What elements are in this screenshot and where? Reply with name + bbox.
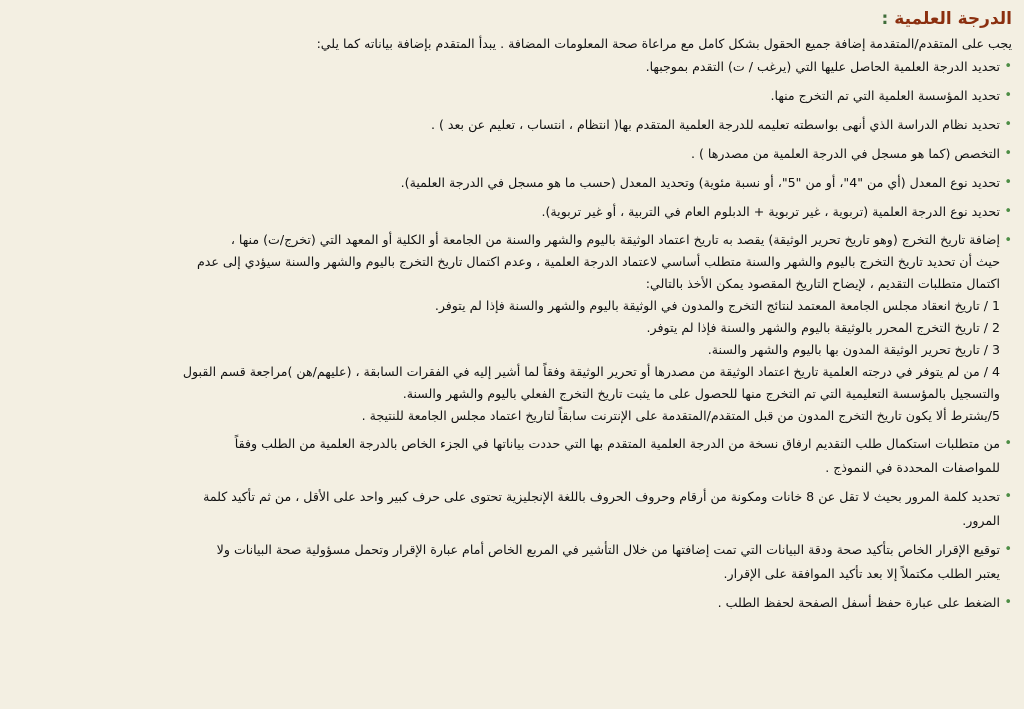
list-item — [12, 485, 1012, 533]
list-item — [12, 538, 1012, 586]
bullet-icon: • — [1004, 175, 1012, 190]
title-row — [12, 8, 1012, 30]
item-text: التخصص (كما هو مسجل في الدرجة العلمية من مصدرها ) . — [690, 146, 1000, 161]
date-option-1: 1 / تاريخ انعقاد مجلس الجامعة المعتمد لنتائج التخرج والمدون في الوثيقة باليوم والشهر والسنة فإذا لم يتوفر. — [434, 298, 1000, 313]
item-text: تحديد نوع المعدل (أي من "4"، أو من "5"، أو نسبة مئوية) وتحديد المعدل (حسب ما هو مسجل في الدرجة العلمية). — [400, 175, 1000, 190]
instructions-list — [12, 55, 1012, 615]
item-text: تحديد الدرجة العلمية الحاصل عليها التي (يرغب / ت) التقدم بموجبها. — [645, 59, 1000, 74]
bullet-icon: • — [1004, 146, 1012, 161]
date-option-4-continuation: والتسجيل بالمؤسسة التعليمية التي تم التخرج منها للحصول على ما يثبت تاريخ التخرج الفعلي باليوم والشهر والسنة. — [402, 386, 1000, 401]
bullet-icon: • — [1004, 59, 1012, 74]
bullet-icon: • — [1004, 595, 1012, 610]
page-title: الدرجة العلمية — [894, 9, 1012, 29]
item-text-continuation: يعتبر الطلب مكتملاً إلا بعد تأكيد الموافقة على الإقرار. — [723, 566, 1000, 581]
date-option-4: 4 / من لم يتوفر في درجته العلمية تاريخ اعتماد الوثيقة من مصدرها أو تحرير الوثيقة وفقاً لما أشير إليه في الفقرات السابقة ، (عليهم/هن )مراجعة قسم القبول — [182, 364, 1000, 379]
item-text-continuation: للمواصفات المحددة في النموذج . — [825, 460, 1000, 475]
list-item — [12, 113, 1012, 137]
intro-text: يجب على المتقدم/المتقدمة إضافة جميع الحقول بشكل كامل مع مراعاة صحة المعلومات المضافة . يبدأ المتقدم بإضافة بياناته كما يلي: — [316, 36, 1012, 51]
list-item — [12, 591, 1012, 615]
item-text-continuation: حيث أن تحديد تاريخ التخرج باليوم والشهر والسنة متطلب أساسي لاعتماد الدرجة العلمية ، وعدم اكتمال تاريخ التخرج باليوم والشهر والسنة سيؤدي إلى عدم — [197, 254, 1000, 269]
bullet-icon: • — [1004, 489, 1012, 504]
item-text: من متطلبات استكمال طلب التقديم ارفاق نسخة من الدرجة العلمية المتقدم بها التي حددت بياناتها في الجزء الخاص بالدرجة العلمية من الطلب وفقاً — [234, 436, 1000, 451]
item-text: تحديد المؤسسة العلمية التي تم التخرج منها. — [770, 88, 1000, 103]
title-colon: : — [881, 9, 889, 29]
item-text-continuation: المرور. — [962, 513, 1000, 528]
item-text: تحديد كلمة المرور بحيث لا تقل عن 8 خانات ومكونة من أرقام وحروف الحروف باللغة الإنجليزية تحتوى على حرف كبير واحد على الأقل ، من ثم تأكيد كلمة — [203, 489, 1000, 504]
list-item — [12, 200, 1012, 224]
list-item — [12, 142, 1012, 166]
item-text-continuation: اكتمال متطلبات التقديم ، لإيضاح التاريخ المقصود يمكن الأخذ بالتالي: — [645, 276, 1000, 291]
item-text: إضافة تاريخ التخرج (وهو تاريخ تحرير الوثيقة) يقصد به تاريخ اعتماد الوثيقة باليوم والشهر والسنة من الجامعة أو الكلية أو المعهد التي (تخرج/ت) منها ، — [230, 232, 1000, 247]
item-text: تحديد نظام الدراسة الذي أنهى بواسطته تعليمه للدرجة العلمية المتقدم بها( انتظام ، انتساب ، تعليم عن بعد ) . — [430, 117, 1000, 132]
date-option-2: 2 / تاريخ التخرج المحرر بالوثيقة باليوم والشهر والسنة فإذا لم يتوفر. — [646, 320, 1000, 335]
list-item — [12, 432, 1012, 480]
list-item — [12, 84, 1012, 108]
item-text: الضغط على عبارة حفظ أسفل الصفحة لحفظ الطلب . — [717, 595, 1000, 610]
date-option-3: 3 / تاريخ تحرير الوثيقة المدون بها باليوم والشهر والسنة. — [707, 342, 1000, 357]
bullet-icon: • — [1004, 542, 1012, 557]
date-option-5: 5/يشترط ألا يكون تاريخ التخرج المدون من قبل المتقدم/المتقدمة على الإنترنت سابقاً لتاريخ اعتماد مجلس الجامعة للنتيجة . — [361, 408, 1000, 423]
bullet-icon: • — [1004, 233, 1012, 248]
list-item — [12, 55, 1012, 79]
bullet-icon: • — [1004, 88, 1012, 103]
list-item — [12, 171, 1012, 195]
bullet-icon: • — [1004, 117, 1012, 132]
graduation-date-item — [12, 229, 1012, 427]
bullet-icon: • — [1004, 436, 1012, 451]
bullet-icon: • — [1004, 204, 1012, 219]
item-text: تحديد نوع الدرجة العلمية (تربوية ، غير تربوية + الدبلوم العام في التربية ، أو غير تربوية). — [541, 204, 1000, 219]
item-text: توقيع الإقرار الخاص بتأكيد صحة ودقة البيانات التي تمت إضافتها من خلال التأشير في المربع الخاص أمام عبارة الإقرار وتحمل مسؤولية صحة البيانات ولا — [216, 542, 1000, 557]
